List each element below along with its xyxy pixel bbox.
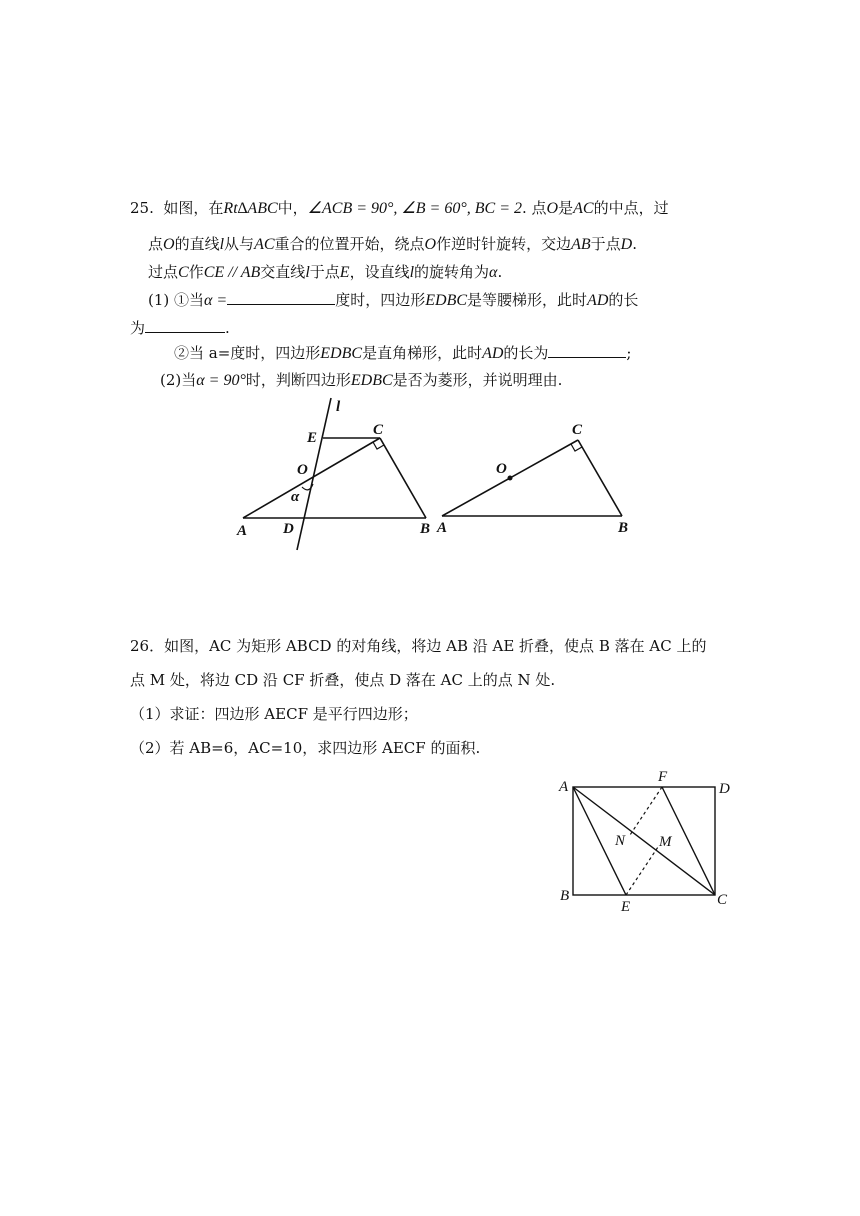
label-M: M (659, 834, 672, 850)
fold-FN (630, 787, 662, 835)
q25-text: 的长为 (503, 344, 549, 362)
q25-text: ②当 a=度时，四边形 (174, 344, 321, 362)
q25-line-3 (148, 262, 502, 283)
q25-line-1 (130, 198, 669, 219)
q25-text: 作 (188, 263, 204, 281)
q25-text: 过点 (148, 263, 179, 281)
q25-point: O (163, 236, 175, 253)
q25-text: 的长 (608, 291, 639, 309)
q25-quadrilateral: EDBC (425, 292, 468, 309)
q25-alpha: α (489, 264, 498, 281)
q25-text: 从与 (224, 235, 255, 253)
midpoint-O (508, 476, 513, 481)
q25-figure-triangle (430, 410, 640, 540)
q25-text: ; (626, 344, 632, 362)
label-F: F (658, 769, 668, 785)
q25-answer-blank-alpha[interactable] (227, 290, 335, 305)
q25-segment: AD (482, 345, 504, 362)
label-A: A (437, 520, 448, 536)
q25-text: 于点 (309, 263, 340, 281)
q26-line-1: 26．如图，AC 为矩形 ABCD 的对角线，将边 AB 沿 AE 折叠，使点 B 落在 AC 上的 (130, 637, 707, 655)
q26-part1: （1）求证：四边形 AECF 是平行四边形； (130, 705, 418, 723)
q25-quadrilateral: EDBC (350, 372, 393, 389)
label-D: D (719, 781, 730, 797)
label-A: A (559, 779, 569, 795)
q25-text: 交直线 (260, 263, 306, 281)
q25-text: 为 (130, 319, 146, 337)
q25-text: . (225, 319, 230, 337)
diagonal-AC (573, 787, 715, 895)
label-alpha: α (291, 489, 300, 505)
segment-CB (380, 438, 426, 518)
label-B: B (420, 521, 431, 537)
q25-text: 的中点，过 (593, 199, 669, 217)
q25-answer-blank-ad1[interactable] (145, 318, 225, 333)
q25-segment: AD (587, 292, 609, 309)
q25-text: 时，判断四边形 (245, 371, 351, 389)
q25-alpha: α = (204, 292, 228, 309)
q26-line-2: 点 M 处，将边 CD 沿 CF 折叠，使点 D 落在 AC 上的点 N 处. (130, 671, 556, 689)
q25-text: 中， (277, 199, 308, 217)
q25-text: . (497, 263, 503, 281)
q25-text: 如图，在 (163, 199, 224, 217)
q25-triangle-label: Rt∆ABC (223, 200, 278, 217)
q25-text: . 点 (521, 199, 547, 217)
q25-text: 是直角梯形，此时 (362, 344, 483, 362)
segment-CB (578, 440, 622, 516)
q25-part1-line (148, 290, 638, 311)
q26-part2: （2）若 AB=6，AC=10，求四边形 AECF 的面积. (130, 739, 481, 757)
q25-text: (1) ①当 (148, 291, 205, 309)
q25-answer-blank-ad2[interactable] (548, 343, 626, 358)
label-B: B (560, 888, 570, 904)
q25-text: 作逆时针旋转，交边 (436, 235, 572, 253)
q25-part2-line (160, 370, 562, 391)
q25-line-l: l (409, 264, 415, 281)
q25-parallel: CE // AB (203, 264, 261, 281)
q26-figure-rectangle (555, 765, 735, 915)
q25-text: 的直线 (174, 235, 220, 253)
label-O: O (297, 462, 308, 478)
q25-text: 度时，四边形 (335, 291, 426, 309)
q25-conditions: ∠ACB = 90°, ∠B = 60°, BC = 2 (307, 200, 522, 217)
q25-line-2 (148, 234, 637, 255)
label-A: A (237, 523, 248, 539)
q25-text: 于点 (590, 235, 621, 253)
q25-line-l: l (305, 264, 310, 281)
q25-text: 重合的位置开始，绕点 (274, 235, 425, 253)
label-l: l (336, 399, 341, 415)
q25-text: ，设直线 (349, 263, 410, 281)
q25-text: 点 (148, 235, 164, 253)
q25-text: (2)当 (160, 371, 197, 389)
segment-AC (243, 438, 380, 518)
q25-point: E (339, 264, 350, 281)
fold-EM (626, 847, 658, 895)
q25-text: 是 (558, 199, 574, 217)
q25-figure-rotation (230, 392, 448, 554)
q25-alpha: α = 90° (196, 372, 246, 389)
q25-segment: AC (254, 236, 275, 253)
label-C: C (572, 422, 583, 438)
q25-quadrilateral: EDBC (320, 345, 363, 362)
q25-segment: AB (571, 236, 591, 253)
label-C: C (373, 422, 384, 438)
q25-text: 是等腰梯形，此时 (467, 291, 588, 309)
label-B: B (618, 520, 629, 536)
label-C: C (717, 892, 728, 908)
label-E: E (621, 899, 631, 915)
q25-point: C (178, 264, 189, 281)
label-O: O (496, 461, 507, 477)
label-N: N (615, 833, 626, 849)
q25-line-l: l (219, 236, 225, 253)
label-E: E (307, 430, 318, 446)
q25-text: 是否为菱形，并说明理由. (392, 371, 563, 389)
q25-point: D (620, 236, 633, 253)
q25-point: O (424, 236, 437, 253)
q25-text: 的旋转角为 (414, 263, 490, 281)
q25-point: O (546, 200, 559, 217)
label-D: D (283, 521, 294, 537)
q25-segment: AC (573, 200, 594, 217)
q25-part1-line-b (130, 318, 230, 338)
q25-text: . (632, 235, 638, 253)
q25-number: 25. (130, 199, 154, 217)
q25-part1-2-line (174, 343, 631, 364)
